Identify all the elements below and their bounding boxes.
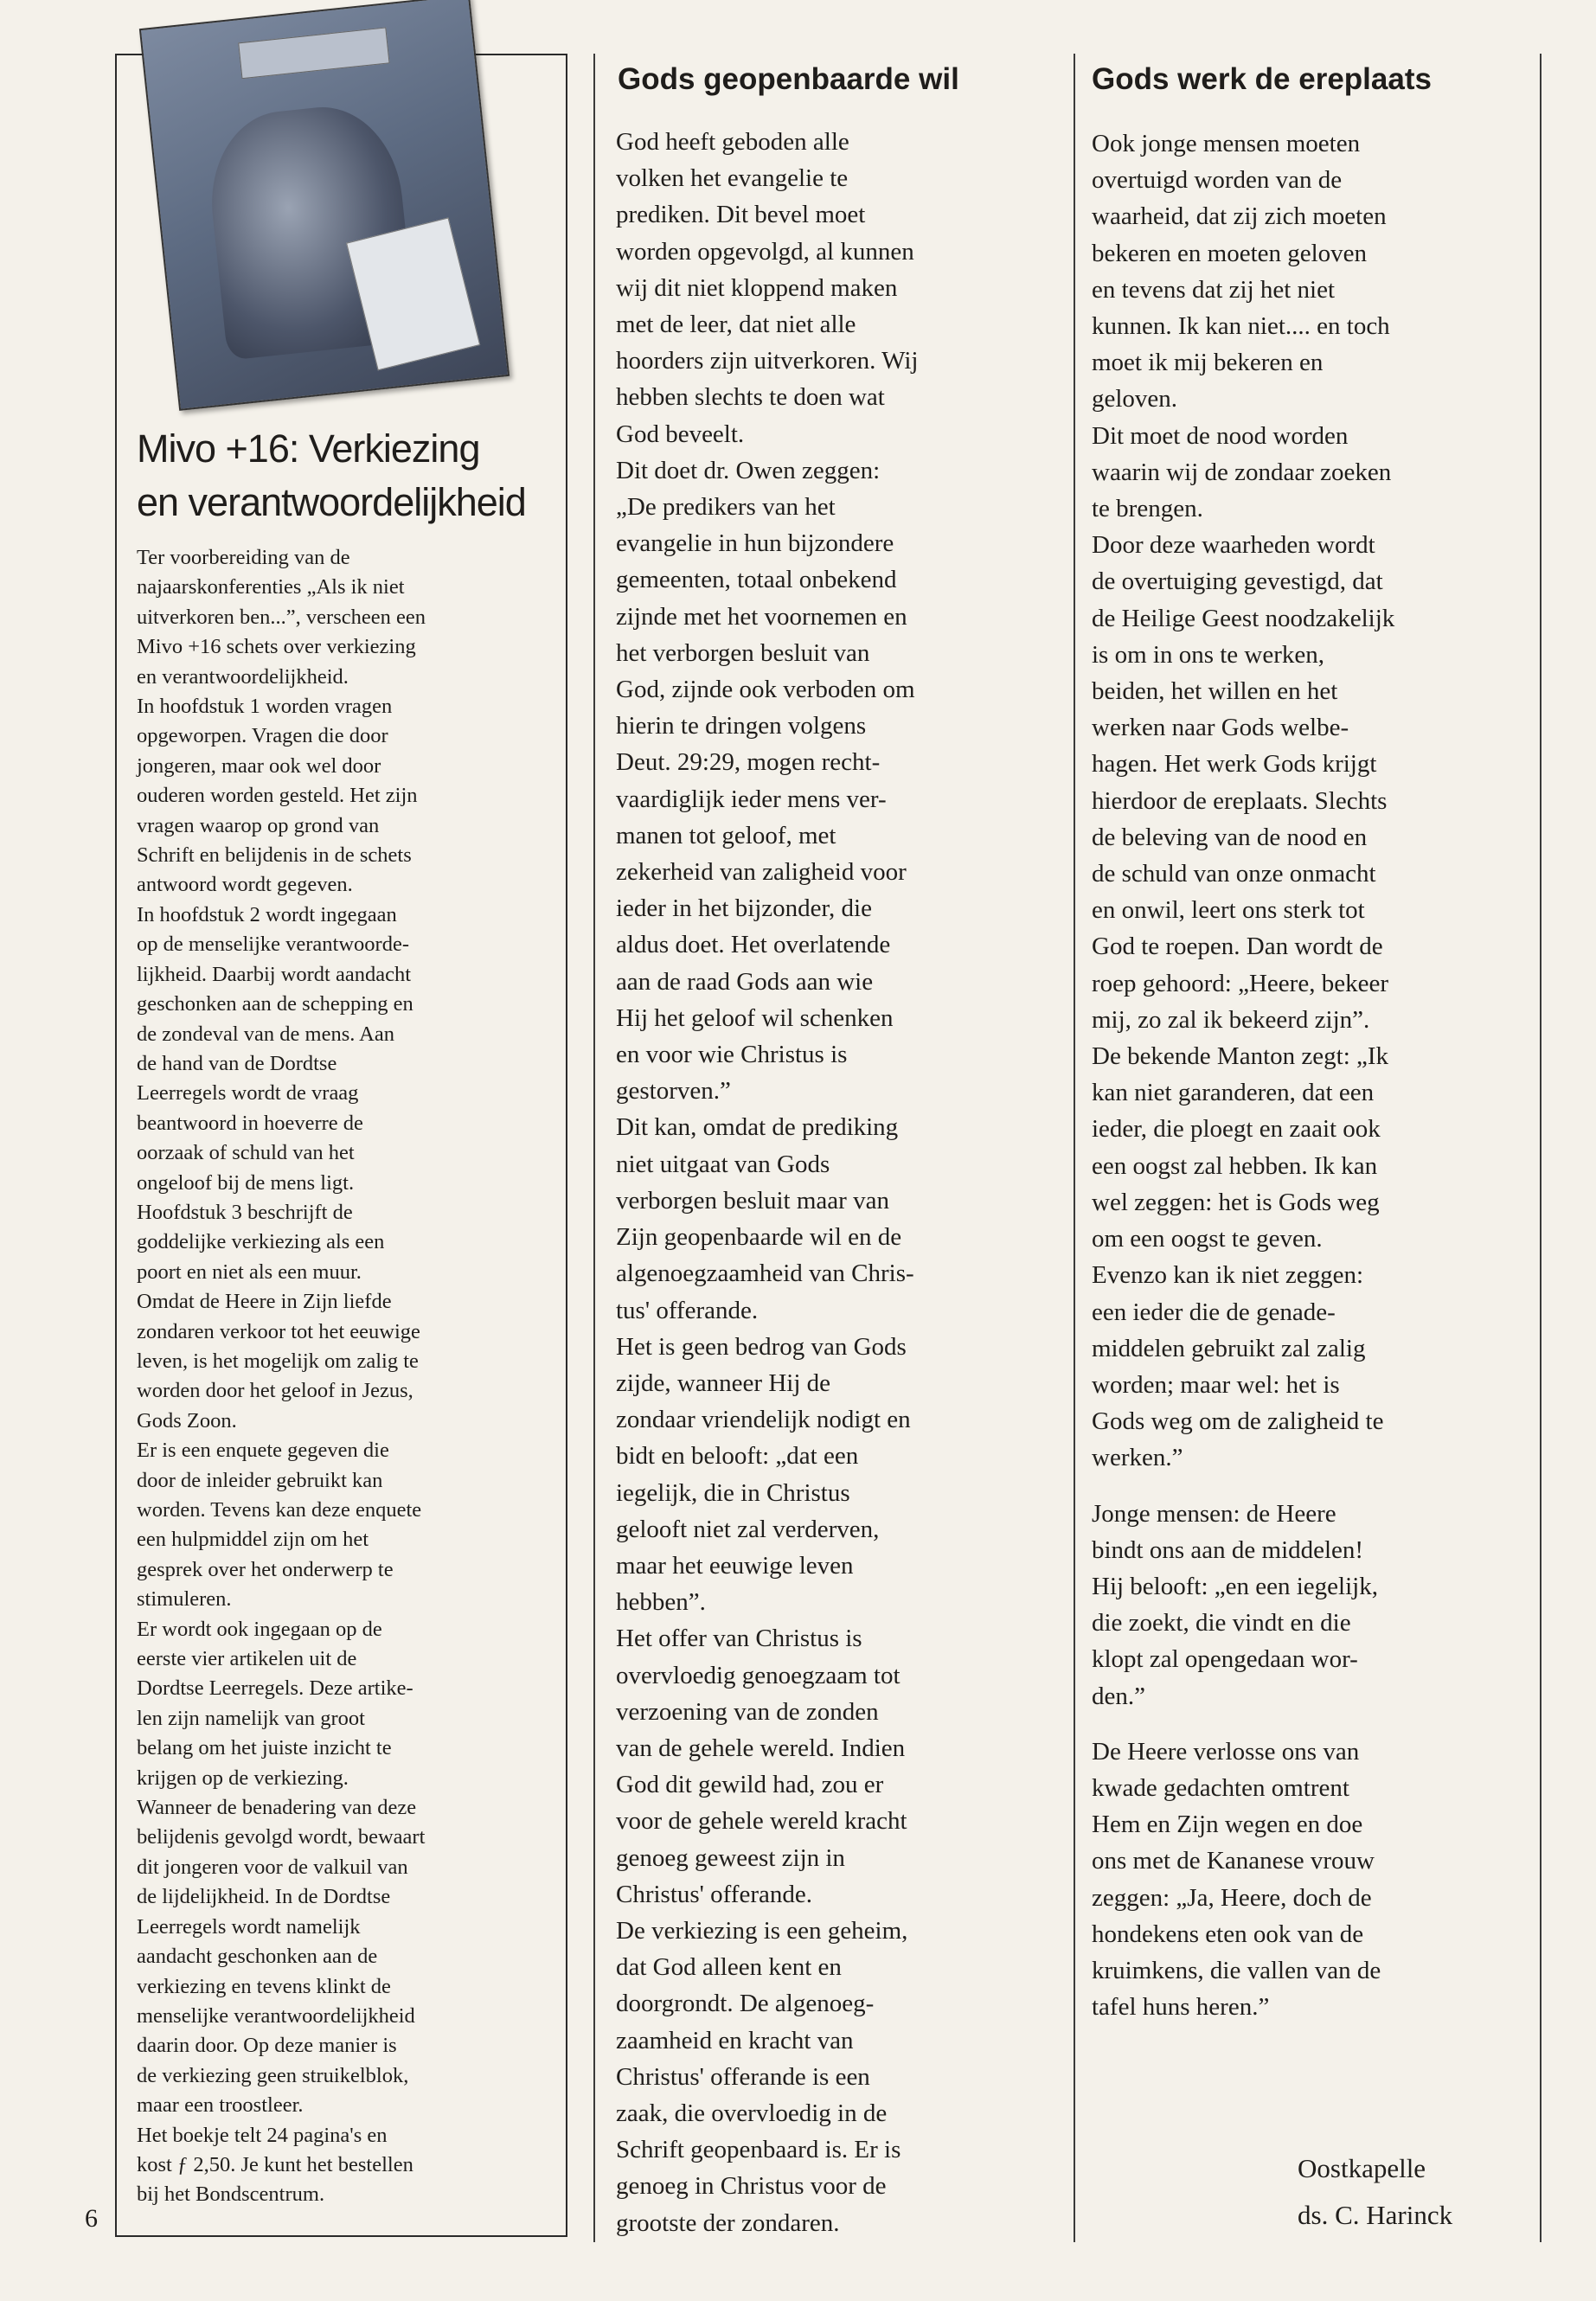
text-line: God te roepen. Dan wordt de bbox=[1092, 933, 1383, 961]
text-line: kruimkens, die vallen van de bbox=[1092, 1956, 1381, 1984]
text-line: een hulpmiddel zijn om het bbox=[137, 1528, 369, 1552]
right-column-text bbox=[1092, 125, 1533, 2025]
text-line: goddelijke verkiezing als een bbox=[137, 1230, 385, 1254]
text-line: oorzaak of schuld van het bbox=[137, 1141, 355, 1165]
text-line: wel zeggen: het is Gods weg bbox=[1092, 1188, 1380, 1216]
text-line: gestorven.” bbox=[616, 1077, 731, 1106]
text-line: hondekens eten ook van de bbox=[1092, 1920, 1364, 1948]
text-line: is om in ons te werken, bbox=[1092, 640, 1325, 669]
text-line: De bekende Manton zegt: „Ik bbox=[1092, 1042, 1389, 1071]
text-line: worden; maar wel: het is bbox=[1092, 1370, 1340, 1399]
text-line: Dit moet de nood worden bbox=[1092, 421, 1349, 450]
text-line: opgeworpen. Vragen die door bbox=[137, 724, 388, 748]
text-line: Leerregels wordt namelijk bbox=[137, 1914, 361, 1939]
cover-title-plate bbox=[238, 27, 389, 79]
text-line: een ieder die de genade- bbox=[1092, 1298, 1336, 1326]
text-line: „De predikers van het bbox=[616, 493, 836, 522]
text-line: ongeloof bij de mens ligt. bbox=[137, 1170, 355, 1195]
middle-column-heading: Gods geopenbaarde wil bbox=[618, 62, 959, 96]
text-line: Wanneer de benadering van deze bbox=[137, 1796, 417, 1820]
text-line: een oogst zal hebben. Ik kan bbox=[1092, 1151, 1378, 1180]
text-line: God heeft geboden alle bbox=[616, 128, 849, 156]
box-title bbox=[137, 422, 561, 529]
text-line: ouderen worden gesteld. Het zijn bbox=[137, 784, 418, 808]
text-line: en onwil, leert ons sterk tot bbox=[1092, 896, 1365, 925]
text-line: Christus' offerande is een bbox=[616, 2062, 870, 2091]
text-line: de lijdelijkheid. In de Dordtse bbox=[137, 1885, 391, 1909]
text-line: ons met de Kananese vrouw bbox=[1092, 1847, 1375, 1875]
text-line: uitverkoren ben...”, verscheen een bbox=[137, 605, 426, 629]
text-line: tafel huns heren.” bbox=[1092, 1993, 1270, 2022]
text-line: Gods Zoon. bbox=[137, 1408, 237, 1433]
text-line: Deut. 29:29, mogen recht- bbox=[616, 748, 881, 777]
text-line: werken.” bbox=[1092, 1444, 1183, 1472]
text-line: Hem en Zijn wegen en doe bbox=[1092, 1811, 1363, 1839]
text-line: eerste vier artikelen uit de bbox=[137, 1647, 357, 1671]
text-line: bij het Bondscentrum. bbox=[137, 2182, 325, 2207]
box-title-line: en verantwoordelijkheid bbox=[137, 480, 526, 524]
text-line: door de inleider gebruikt kan bbox=[137, 1468, 383, 1492]
column-divider bbox=[593, 54, 595, 2242]
text-line: overtuigd worden van de bbox=[1092, 166, 1343, 195]
paragraph-gap bbox=[1092, 1715, 1533, 1734]
text-line: De verkiezing is een geheim, bbox=[616, 1916, 908, 1945]
text-line: den.” bbox=[1092, 1682, 1145, 1710]
box-body-text bbox=[137, 543, 562, 2210]
text-line: zijde, wanneer Hij de bbox=[616, 1368, 831, 1397]
middle-column-text bbox=[616, 124, 1061, 2241]
text-line: worden. Tevens kan deze enquete bbox=[137, 1498, 422, 1522]
text-line: Er wordt ook ingegaan op de bbox=[137, 1617, 382, 1641]
text-line: antwoord wordt gegeven. bbox=[137, 873, 353, 897]
right-column-heading: Gods werk de ereplaats bbox=[1092, 62, 1432, 96]
text-line: aan de raad Gods aan wie bbox=[616, 967, 874, 996]
text-line: Gods weg om de zaligheid te bbox=[1092, 1407, 1384, 1436]
text-line: Er is een enquete gegeven die bbox=[137, 1439, 389, 1463]
text-line: iegelijk, die in Christus bbox=[616, 1478, 850, 1507]
text-line: Evenzo kan ik niet zeggen: bbox=[1092, 1261, 1364, 1290]
text-line: van de gehele wereld. Indien bbox=[616, 1734, 906, 1762]
text-line: Mivo +16 schets over verkiezing bbox=[137, 635, 416, 659]
signature-author: ds. C. Harinck bbox=[1298, 2200, 1453, 2230]
text-line: werken naar Gods welbe- bbox=[1092, 714, 1349, 742]
text-line: Door deze waarheden wordt bbox=[1092, 531, 1375, 560]
text-line: Dit doet dr. Owen zeggen: bbox=[616, 456, 881, 484]
text-line: algenoegzaamheid van Chris- bbox=[616, 1259, 914, 1288]
text-line: klopt zal opengedaan wor- bbox=[1092, 1645, 1358, 1674]
text-line: de hand van de Dordtse bbox=[137, 1051, 337, 1075]
text-line: geloven. bbox=[1092, 385, 1178, 413]
text-line: maar een troostleer. bbox=[137, 2093, 304, 2118]
text-line: dit jongeren voor de valkuil van bbox=[137, 1855, 408, 1879]
text-line: Dit kan, omdat de prediking bbox=[616, 1113, 899, 1142]
text-line: Dordtse Leerregels. Deze artike- bbox=[137, 1676, 413, 1701]
cover-insert-card bbox=[346, 217, 480, 370]
text-line: kan niet garanderen, dat een bbox=[1092, 1079, 1375, 1107]
text-line: en verantwoordelijkheid. bbox=[137, 664, 349, 689]
text-line: de Heilige Geest noodzakelijk bbox=[1092, 604, 1395, 632]
text-line: op de menselijke verantwoorde- bbox=[137, 933, 409, 957]
text-line: krijgen op de verkiezing. bbox=[137, 1766, 349, 1790]
text-line: Ook jonge mensen moeten bbox=[1092, 130, 1361, 157]
text-line: zijnde met het voornemen en bbox=[616, 602, 907, 631]
text-line: waarheid, dat zij zich moeten bbox=[1092, 202, 1387, 231]
text-line: maar het eeuwige leven bbox=[616, 1551, 854, 1580]
text-line: worden door het geloof in Jezus, bbox=[137, 1379, 413, 1403]
text-line: zondaren verkoor tot het eeuwige bbox=[137, 1319, 420, 1343]
text-line: evangelie in hun bijzondere bbox=[616, 529, 894, 558]
text-line: overvloedig genoegzaam tot bbox=[616, 1661, 901, 1689]
text-line: aldus doet. Het overlatende bbox=[616, 931, 891, 959]
text-line: God beveelt. bbox=[616, 420, 745, 448]
text-line: Het offer van Christus is bbox=[616, 1625, 862, 1653]
text-line: hoorders zijn uitverkoren. Wij bbox=[616, 347, 919, 375]
paragraph-gap bbox=[1092, 1477, 1533, 1496]
text-line: waarin wij de zondaar zoeken bbox=[1092, 458, 1392, 486]
text-line: tus' offerande. bbox=[616, 1296, 759, 1324]
text-line: aandacht geschonken aan de bbox=[137, 1945, 378, 1969]
column-divider bbox=[1074, 54, 1075, 2242]
text-line: Hij belooft: „en een iegelijk, bbox=[1092, 1572, 1378, 1600]
text-line: beantwoord in hoeverre de bbox=[137, 1111, 363, 1135]
text-line: te brengen. bbox=[1092, 495, 1203, 523]
text-line: de zondeval van de mens. Aan bbox=[137, 1022, 394, 1046]
text-line: menselijke verantwoordelijkheid bbox=[137, 2003, 415, 2028]
text-line: de verkiezing geen struikelblok, bbox=[137, 2063, 409, 2087]
text-line: In hoofdstuk 1 worden vragen bbox=[137, 695, 393, 719]
text-line: en voor wie Christus is bbox=[616, 1041, 848, 1069]
text-line: de beleving van de nood en bbox=[1092, 823, 1368, 851]
text-line: middelen gebruikt zal zalig bbox=[1092, 1334, 1366, 1362]
text-line: met de leer, dat niet alle bbox=[616, 311, 856, 339]
text-line: Schrift en belijdenis in de schets bbox=[137, 843, 412, 868]
text-line: poort en niet als een muur. bbox=[137, 1259, 362, 1284]
text-line: kwade gedachten omtrent bbox=[1092, 1773, 1349, 1802]
text-line: len zijn namelijk van groot bbox=[137, 1706, 365, 1730]
text-line: verkiezing en tevens klinkt de bbox=[137, 1974, 391, 1998]
text-line: worden opgevolgd, al kunnen bbox=[616, 237, 914, 266]
text-line: hebben slechts te doen wat bbox=[616, 383, 885, 412]
text-line: hierin te dringen volgens bbox=[616, 712, 867, 740]
text-line: Ter voorbereiding van de bbox=[137, 546, 350, 569]
text-line: Jonge mensen: de Heere bbox=[1092, 1499, 1336, 1528]
text-line: beiden, het willen en het bbox=[1092, 677, 1338, 706]
text-line: de schuld van onze onmacht bbox=[1092, 860, 1376, 888]
text-line: jongeren, maar ook wel door bbox=[137, 753, 381, 778]
text-line: dat God alleen kent en bbox=[616, 1953, 842, 1982]
text-line: Het boekje telt 24 pagina's en bbox=[137, 2123, 388, 2147]
text-line: De Heere verlosse ons van bbox=[1092, 1737, 1360, 1766]
text-line: gemeenten, totaal onbekend bbox=[616, 566, 897, 594]
text-line: God, zijnde ook verboden om bbox=[616, 676, 915, 704]
text-line: bekeren en moeten geloven bbox=[1092, 239, 1368, 267]
text-line: ieder, die ploegt en zaait ook bbox=[1092, 1115, 1381, 1144]
column-divider bbox=[1540, 54, 1542, 2242]
text-line: doorgrondt. De algenoeg- bbox=[616, 1990, 875, 2018]
text-line: hebben”. bbox=[616, 1588, 706, 1617]
text-line: wij dit niet kloppend maken bbox=[616, 273, 898, 302]
text-line: en tevens dat zij het niet bbox=[1092, 275, 1336, 304]
text-line: prediken. Dit bevel moet bbox=[616, 201, 866, 229]
text-line: belang om het juiste inzicht te bbox=[137, 1736, 392, 1760]
text-line: Leerregels wordt de vraag bbox=[137, 1081, 359, 1106]
text-line: moet ik mij bekeren en bbox=[1092, 349, 1324, 377]
text-line: kunnen. Ik kan niet.... en toch bbox=[1092, 312, 1390, 341]
text-line: Hoofdstuk 3 beschrijft de bbox=[137, 1200, 353, 1224]
text-line: bindt ons aan de middelen! bbox=[1092, 1535, 1364, 1564]
text-line: mij, zo zal ik bekeerd zijn”. bbox=[1092, 1005, 1370, 1034]
text-line: om een oogst te geven. bbox=[1092, 1225, 1323, 1253]
text-line: volken het evangelie te bbox=[616, 164, 849, 193]
text-line: zeggen: „Ja, Heere, doch de bbox=[1092, 1883, 1372, 1912]
text-line: hagen. Het werk Gods krijgt bbox=[1092, 750, 1377, 779]
text-line: bidt en belooft: „dat een bbox=[616, 1442, 859, 1471]
text-line: ieder in het bijzonder, die bbox=[616, 894, 872, 923]
text-line: zaamheid en kracht van bbox=[616, 2026, 854, 2054]
text-line: leven, is het mogelijk om zalig te bbox=[137, 1349, 419, 1373]
text-line: manen tot geloof, met bbox=[616, 821, 836, 849]
text-line: belijdenis gevolgd wordt, bewaart bbox=[137, 1825, 426, 1849]
text-line: Hij het geloof wil schenken bbox=[616, 1003, 894, 1032]
text-line: vragen waarop op grond van bbox=[137, 813, 380, 837]
text-line: Zijn geopenbaarde wil en de bbox=[616, 1223, 902, 1252]
page-number: 6 bbox=[85, 2204, 98, 2233]
text-line: grootste der zondaren. bbox=[616, 2208, 840, 2237]
text-line: Christus' offerande. bbox=[616, 1880, 812, 1908]
text-line: God dit gewild had, zou er bbox=[616, 1771, 884, 1799]
text-line: lijkheid. Daarbij wordt aandacht bbox=[137, 962, 412, 986]
text-line: vaardiglijk ieder mens ver- bbox=[616, 785, 887, 813]
signature bbox=[1298, 2145, 1452, 2239]
box-title-line: Mivo +16: Verkiezing bbox=[137, 426, 480, 471]
text-line: Het is geen bedrog van Gods bbox=[616, 1332, 907, 1361]
text-line: gelooft niet zal verderven, bbox=[616, 1515, 880, 1543]
text-line: Omdat de Heere in Zijn liefde bbox=[137, 1290, 392, 1314]
text-line: roep gehoord: „Heere, bekeer bbox=[1092, 969, 1388, 997]
text-line: genoeg geweest zijn in bbox=[616, 1843, 845, 1872]
text-line: genoeg in Christus voor de bbox=[616, 2172, 887, 2201]
text-line: verborgen besluit maar van bbox=[616, 1186, 889, 1215]
text-line: niet uitgaat van Gods bbox=[616, 1150, 830, 1178]
text-line: gesprek over het onderwerp te bbox=[137, 1557, 394, 1581]
text-line: het verborgen besluit van bbox=[616, 638, 870, 667]
text-line: zondaar vriendelijk nodigt en bbox=[616, 1406, 911, 1434]
text-line: zaak, die overvloedig in de bbox=[616, 2099, 888, 2127]
text-line: geschonken aan de schepping en bbox=[137, 992, 413, 1016]
booklet-cover-image bbox=[139, 0, 510, 411]
text-line: voor de gehele wereld kracht bbox=[616, 1807, 907, 1836]
text-line: zekerheid van zaligheid voor bbox=[616, 858, 907, 887]
text-line: Schrift geopenbaard is. Er is bbox=[616, 2136, 901, 2164]
text-line: najaarskonferenties „Als ik niet bbox=[137, 575, 405, 599]
text-line: hierdoor de ereplaats. Slechts bbox=[1092, 786, 1388, 815]
text-line: die zoekt, die vindt en die bbox=[1092, 1609, 1351, 1638]
text-line: kost ƒ 2,50. Je kunt het bestellen bbox=[137, 2152, 413, 2176]
text-line: daarin door. Op deze manier is bbox=[137, 2034, 397, 2058]
signature-place: Oostkapelle bbox=[1298, 2153, 1426, 2183]
text-line: verzoening van de zonden bbox=[616, 1697, 879, 1726]
text-line: In hoofdstuk 2 wordt ingegaan bbox=[137, 902, 397, 926]
text-line: de overtuiging gevestigd, dat bbox=[1092, 567, 1383, 596]
text-line: stimuleren. bbox=[137, 1587, 232, 1612]
